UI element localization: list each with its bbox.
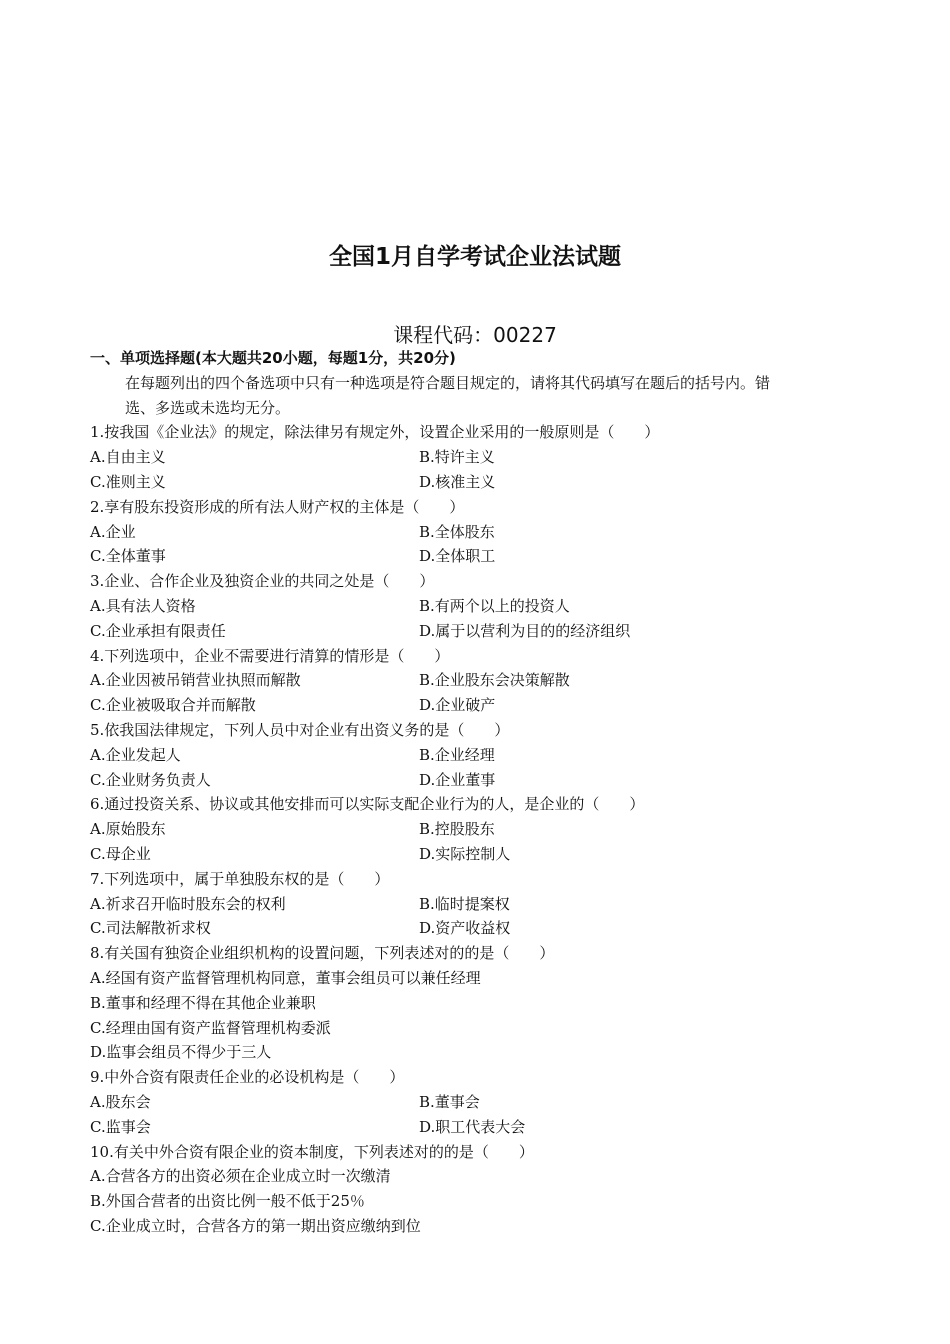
option-row [90,916,870,941]
option-row [90,1090,870,1115]
question-stem: 4.下列选项中，企业不需要进行清算的情形是（ ） [90,646,450,665]
option-b: B.董事和经理不得在其他企业兼职 [90,993,316,1012]
option-c: C.全体董事 [90,547,166,566]
option-c: C.母企业 [90,844,151,863]
option-row [90,892,870,917]
section-heading: 一、单项选择题(本大题共20小题，每题1分，共20分) [90,349,456,367]
option-c: C.企业财务负责人 [90,770,211,789]
question-stem: 3.企业、合作企业及独资企业的共同之处是（ ） [90,572,435,591]
question-stem: 8.有关国有独资企业组织机构的设置问题，下列表述对的的是（ ） [90,944,555,963]
option-c: C.司法解散祈求权 [90,919,211,938]
option-a: A.具有法人资格 [90,596,196,615]
option-row [90,1115,870,1140]
question-stem: 9.中外合资有限责任企业的必设机构是（ ） [90,1068,405,1087]
option-a: A.祈求召开临时股东会的权利 [90,894,286,913]
option-row [90,668,870,693]
option-c: C.经理由国有资产监督管理机构委派 [90,1018,331,1037]
option-a: A.企业 [90,522,136,541]
option-d: D.实际控制人 [419,844,511,863]
question-stem: 2.享有股东投资形成的所有法人财产权的主体是（ ） [90,497,465,516]
option-a: A.自由主义 [90,448,166,467]
option-d: D.职工代表大会 [419,1117,526,1136]
question-stem: 5.依我国法律规定，下列人员中对企业有出资义务的是（ ） [90,720,510,739]
option-row [90,842,870,867]
option-a: A.企业发起人 [90,745,181,764]
option-d: D.企业破产 [419,696,496,715]
option-row [90,544,870,569]
question-stem: 10.有关中外合资有限企业的资本制度，下列表述对的的是（ ） [90,1142,534,1161]
option-c: C.企业成立时，合营各方的第一期出资应缴纳到位 [90,1216,421,1235]
option-a: A.股东会 [90,1092,151,1111]
option-row [90,743,870,768]
option-d: D.属于以营利为目的的经济组织 [419,621,631,640]
question-stem: 7.下列选项中，属于单独股东权的是（ ） [90,869,390,888]
instructions-line-2: 选、多选或未选均无分。 [125,398,291,417]
option-b: B.企业股东会决策解散 [419,671,570,690]
option-a: A.合营各方的出资必须在企业成立时一次缴清 [90,1167,391,1186]
option-d: D.全体职工 [419,547,496,566]
option-b: B.全体股东 [419,522,495,541]
option-row [90,594,870,619]
option-b: B.有两个以上的投资人 [419,596,570,615]
option-d: D.企业董事 [419,770,496,789]
option-a: A.企业因被吊销营业执照而解散 [90,671,301,690]
page-title: 全国1月自学考试企业法试题 [328,244,621,270]
option-a: A.原始股东 [90,820,166,839]
option-c: C.企业承担有限责任 [90,621,226,640]
option-row [90,817,870,842]
option-c: C.准则主义 [90,472,166,491]
option-b: B.董事会 [419,1092,480,1111]
option-c: C.监事会 [90,1117,151,1136]
option-b: B.临时提案权 [419,894,510,913]
option-b: B.控股股东 [419,820,495,839]
option-row [90,768,870,793]
option-row [90,470,870,495]
option-row [90,693,870,718]
option-row [90,445,870,470]
question-stem: 6.通过投资关系、协议或其他安排而可以实际支配企业行为的人，是企业的（ ） [90,795,645,814]
question-stem: 1.按我国《企业法》的规定，除法律另有规定外，设置企业采用的一般原则是（ ） [90,423,660,442]
option-b: B.外国合营者的出资比例一般不低于25％ [90,1192,365,1211]
option-row [90,520,870,545]
option-d: D.资产收益权 [419,919,511,938]
course-code: 课程代码：00227 [393,323,557,347]
option-d: D.核准主义 [419,472,496,491]
option-c: C.企业被吸取合并而解散 [90,696,256,715]
option-b: B.企业经理 [419,745,495,764]
option-row [90,619,870,644]
option-d: D.监事会组员不得少于三人 [90,1043,272,1062]
option-b: B.特许主义 [419,448,495,467]
instructions-line-1: 在每题列出的四个备选项中只有一种选项是符合题目规定的，请将其代码填写在题后的括号内。错 [125,373,771,392]
exam-content [90,346,870,1239]
option-a: A.经国有资产监督管理机构同意，董事会组员可以兼任经理 [90,968,481,987]
